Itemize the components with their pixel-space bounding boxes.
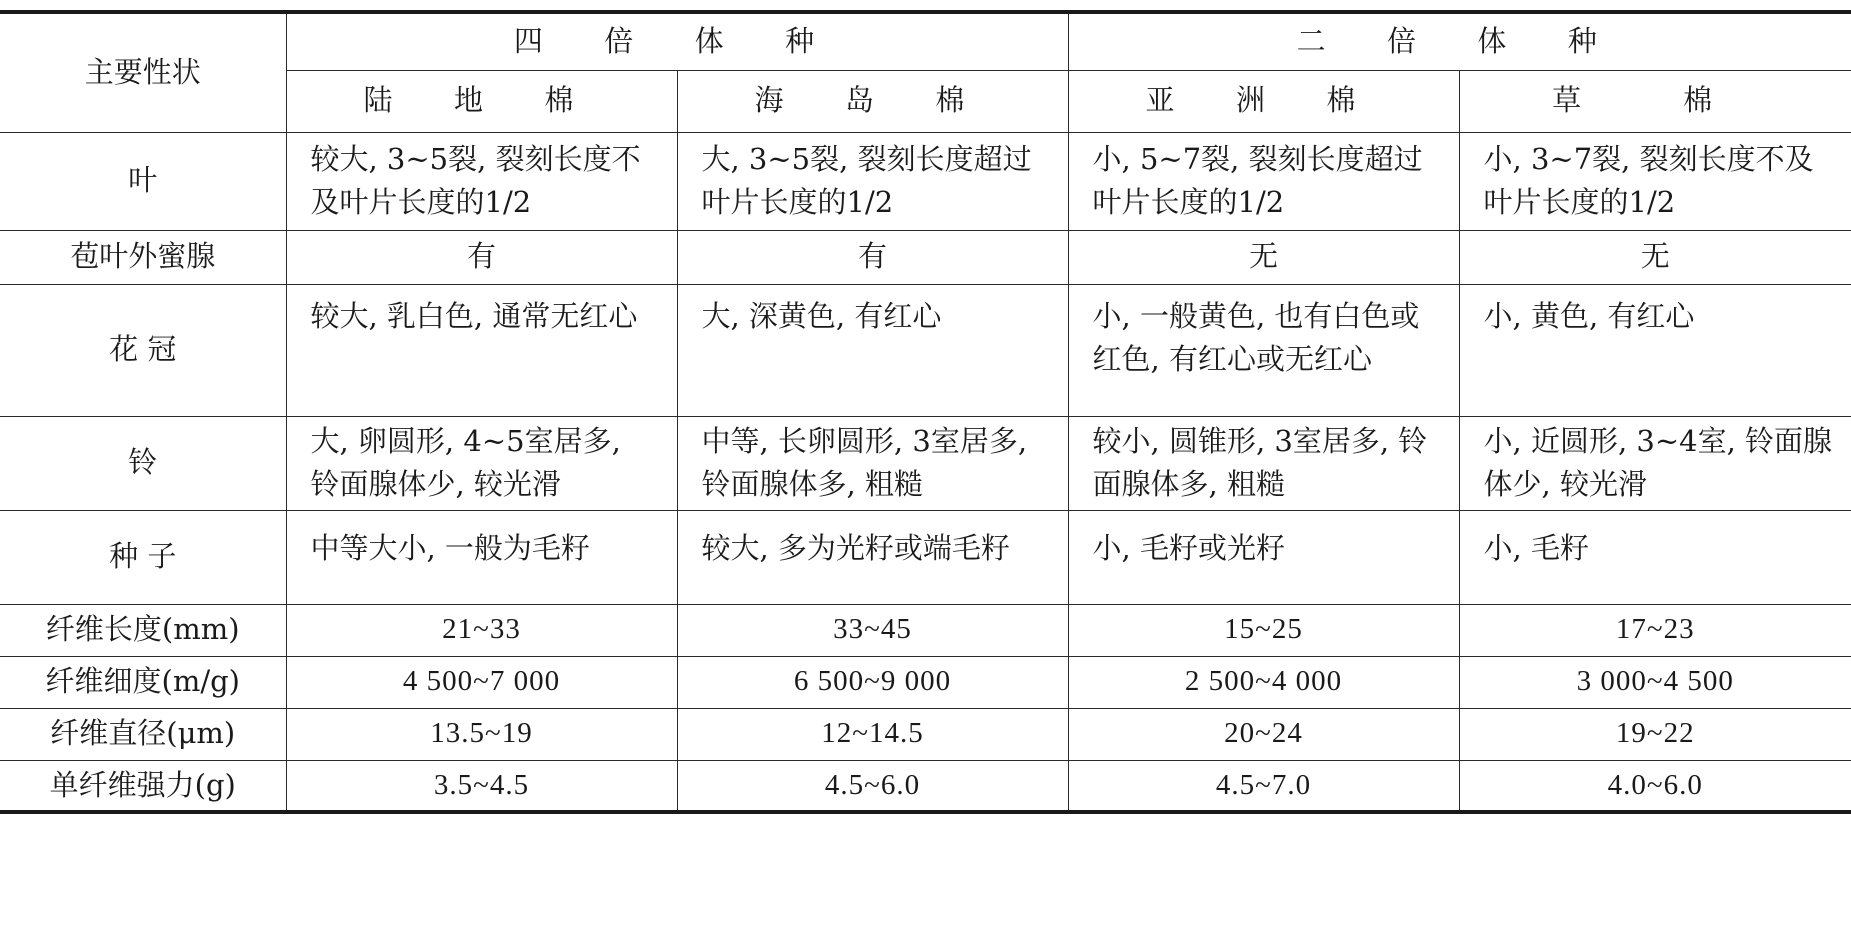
cell-fiber-fineness-upland: 4 500~7 000 xyxy=(286,656,677,708)
cell-corolla-asiatic: 小, 一般黄色, 也有白色或红色, 有红心或无红心 xyxy=(1068,284,1459,416)
cell-fiber-fineness-levant: 3 000~4 500 xyxy=(1459,656,1851,708)
trait-label-fiber-strength: 单纤维强力(g) xyxy=(0,760,286,812)
species-header-asiatic-cotton: 亚 洲 棉 xyxy=(1068,70,1459,132)
cell-fiber-length-upland: 21~33 xyxy=(286,604,677,656)
cell-fiber-length-asiatic: 15~25 xyxy=(1068,604,1459,656)
corner-header-main-traits: 主要性状 xyxy=(0,12,286,132)
cell-fiber-length-levant: 17~23 xyxy=(1459,604,1851,656)
table-row-leaf xyxy=(0,132,1851,230)
cell-fiber-diameter-levant: 19~22 xyxy=(1459,708,1851,760)
cell-boll-sea-island: 中等, 长卵圆形, 3室居多, 铃面腺体多, 粗糙 xyxy=(677,416,1068,510)
group-header-diploid: 二 倍 体 种 xyxy=(1068,12,1851,70)
cotton-species-comparison-table xyxy=(0,10,1851,814)
cell-seed-levant: 小, 毛籽 xyxy=(1459,510,1851,604)
cell-leaf-sea-island: 大, 3~5裂, 裂刻长度超过叶片长度的1/2 xyxy=(677,132,1068,230)
table-row-seed xyxy=(0,510,1851,604)
group-header-tetraploid: 四 倍 体 种 xyxy=(286,12,1068,70)
cell-fiber-strength-upland: 3.5~4.5 xyxy=(286,760,677,812)
table-row-fiber-length xyxy=(0,604,1851,656)
cell-seed-asiatic: 小, 毛籽或光籽 xyxy=(1068,510,1459,604)
cell-bract-upland: 有 xyxy=(286,230,677,284)
trait-label-corolla: 花 冠 xyxy=(0,284,286,416)
trait-label-fiber-fineness: 纤维细度(m/g) xyxy=(0,656,286,708)
cell-bract-asiatic: 无 xyxy=(1068,230,1459,284)
cell-fiber-strength-sea-island: 4.5~6.0 xyxy=(677,760,1068,812)
species-header-upland-cotton: 陆 地 棉 xyxy=(286,70,677,132)
table-row-corolla xyxy=(0,284,1851,416)
cell-corolla-upland: 较大, 乳白色, 通常无红心 xyxy=(286,284,677,416)
cell-corolla-levant: 小, 黄色, 有红心 xyxy=(1459,284,1851,416)
trait-label-bract-nectary: 苞叶外蜜腺 xyxy=(0,230,286,284)
cell-fiber-diameter-sea-island: 12~14.5 xyxy=(677,708,1068,760)
trait-label-fiber-diameter: 纤维直径(μm) xyxy=(0,708,286,760)
table-row-fiber-strength xyxy=(0,760,1851,812)
trait-label-boll: 铃 xyxy=(0,416,286,510)
cell-fiber-length-sea-island: 33~45 xyxy=(677,604,1068,656)
cell-fiber-fineness-sea-island: 6 500~9 000 xyxy=(677,656,1068,708)
cell-fiber-diameter-upland: 13.5~19 xyxy=(286,708,677,760)
table-row-bract-nectary xyxy=(0,230,1851,284)
cell-boll-asiatic: 较小, 圆锥形, 3室居多, 铃面腺体多, 粗糙 xyxy=(1068,416,1459,510)
cell-boll-levant: 小, 近圆形, 3~4室, 铃面腺体少, 较光滑 xyxy=(1459,416,1851,510)
cell-bract-levant: 无 xyxy=(1459,230,1851,284)
cell-fiber-strength-levant: 4.0~6.0 xyxy=(1459,760,1851,812)
cell-boll-upland: 大, 卵圆形, 4~5室居多, 铃面腺体少, 较光滑 xyxy=(286,416,677,510)
cell-fiber-strength-asiatic: 4.5~7.0 xyxy=(1068,760,1459,812)
cell-fiber-diameter-asiatic: 20~24 xyxy=(1068,708,1459,760)
cell-seed-upland: 中等大小, 一般为毛籽 xyxy=(286,510,677,604)
comparison-table-container xyxy=(0,10,1851,814)
trait-label-seed: 种 子 xyxy=(0,510,286,604)
cell-seed-sea-island: 较大, 多为光籽或端毛籽 xyxy=(677,510,1068,604)
header-row-groups xyxy=(0,12,1851,70)
table-row-boll xyxy=(0,416,1851,510)
species-header-sea-island-cotton: 海 岛 棉 xyxy=(677,70,1068,132)
cell-leaf-asiatic: 小, 5~7裂, 裂刻长度超过叶片长度的1/2 xyxy=(1068,132,1459,230)
species-header-levant-cotton: 草 棉 xyxy=(1459,70,1851,132)
cell-bract-sea-island: 有 xyxy=(677,230,1068,284)
trait-label-fiber-length: 纤维长度(mm) xyxy=(0,604,286,656)
table-row-fiber-diameter xyxy=(0,708,1851,760)
table-row-fiber-fineness xyxy=(0,656,1851,708)
cell-corolla-sea-island: 大, 深黄色, 有红心 xyxy=(677,284,1068,416)
trait-label-leaf: 叶 xyxy=(0,132,286,230)
cell-fiber-fineness-asiatic: 2 500~4 000 xyxy=(1068,656,1459,708)
cell-leaf-upland: 较大, 3~5裂, 裂刻长度不及叶片长度的1/2 xyxy=(286,132,677,230)
cell-leaf-levant: 小, 3~7裂, 裂刻长度不及叶片长度的1/2 xyxy=(1459,132,1851,230)
